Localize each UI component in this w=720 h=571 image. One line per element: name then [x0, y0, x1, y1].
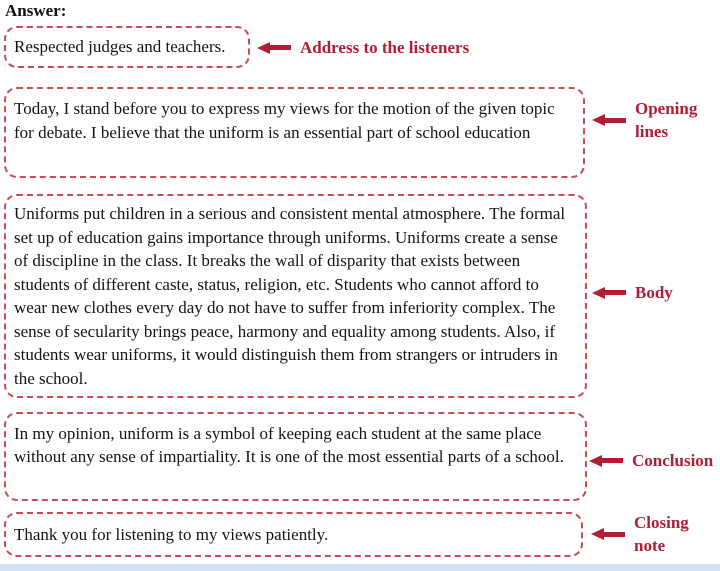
- answer-heading: Answer:: [5, 1, 67, 20]
- address-annotation: [257, 36, 469, 59]
- body-label: Body: [635, 283, 673, 302]
- conclusion-text: In my opinion, uniform is a symbol of keeping each student at the same place without any sense of impartiality. It is one of the most essential parts of a school.: [14, 424, 564, 466]
- opening-lines-text: Today, I stand before you to express my views for the motion of the given topic for debate. I believe that the uniform is an essential part of school education: [14, 99, 555, 142]
- bottom-strip-decoration: [0, 564, 720, 571]
- body-box: [4, 194, 587, 398]
- address-box: [4, 26, 250, 68]
- address-text: Respected judges and teachers.: [14, 37, 226, 56]
- left-arrow-icon: [589, 455, 623, 467]
- opening-lines-annotation: [592, 97, 715, 143]
- closing-note-box: [4, 512, 583, 557]
- left-arrow-icon: [592, 114, 626, 126]
- closing-note-text: Thank you for listening to my views patiently.: [14, 524, 329, 544]
- conclusion-box: [4, 412, 587, 501]
- conclusion-label: Conclusion: [632, 451, 714, 470]
- address-label: Address to the listeners: [300, 38, 470, 57]
- body-text: Uniforms put children in a serious and consistent mental atmosphere. The formal set up of education gains importance through uniforms. Uniforms create a sense of discipline in the class. It breaks the wall of disparity that exists between students of different caste, status, religion, etc. Students who cannot afford to wear new clothes every day do not have to suffer from inferiority complex. The sense of secularity brings peace, harmony and equality among students. Also, if students wear uniforms, it would distinguish them from strangers or intruders in the school.: [14, 204, 566, 388]
- closing-note-label: Closing note: [634, 513, 689, 555]
- left-arrow-icon: [591, 528, 625, 540]
- conclusion-annotation: [589, 449, 713, 472]
- opening-lines-label: Opening lines: [635, 99, 698, 141]
- opening-lines-box: [4, 87, 585, 178]
- closing-note-annotation: [591, 511, 706, 557]
- left-arrow-icon: [592, 287, 626, 299]
- left-arrow-icon: [257, 42, 291, 54]
- body-annotation: [592, 281, 673, 304]
